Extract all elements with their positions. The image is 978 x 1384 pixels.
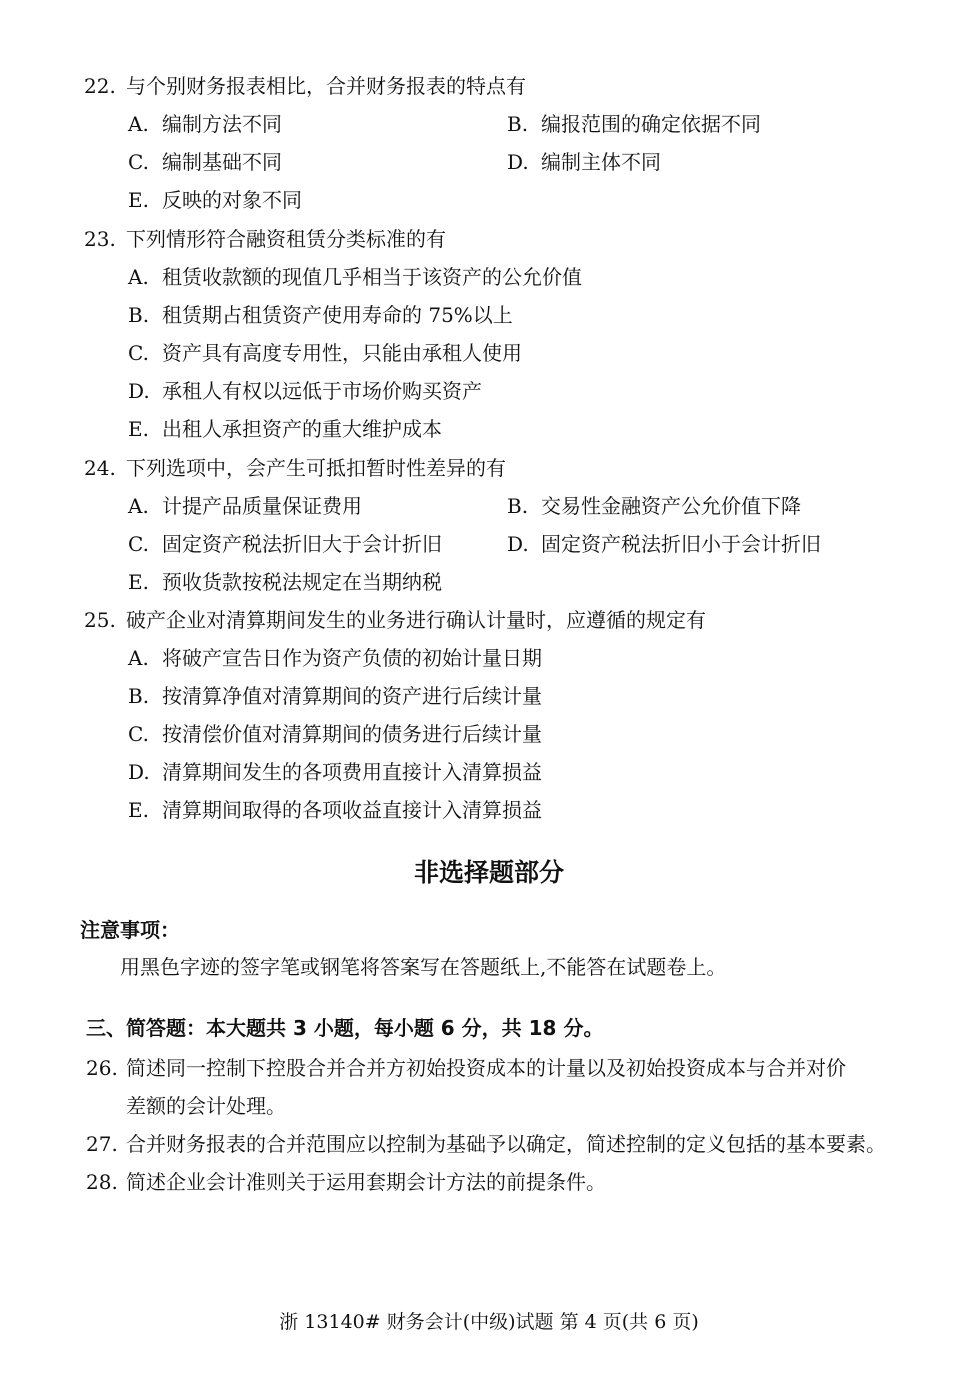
- question-stem: 破产企业对清算期间发生的业务进行确认计量时，应遵循的规定有: [126, 608, 706, 632]
- option-a: A. 计提产品质量保证费用: [128, 494, 362, 518]
- option-a: A. 编制方法不同: [128, 112, 282, 136]
- question-number: 28.: [86, 1170, 118, 1194]
- option-b: B. 交易性金融资产公允价值下降: [507, 494, 801, 518]
- notice-heading: 注意事项：: [80, 918, 180, 942]
- notice-text: 用黑色字迹的签字笔或钢笔将答案写在答题纸上,不能答在试题卷上。: [120, 955, 727, 979]
- page-footer: 浙 13140# 财务会计(中级)试题 第 4 页(共 6 页): [279, 1311, 699, 1333]
- option-c: C. 编制基础不同: [128, 150, 282, 174]
- question-text: 简述企业会计准则关于运用套期会计方法的前提条件。: [126, 1170, 606, 1194]
- option-b: B. 按清算净值对清算期间的资产进行后续计量: [128, 684, 542, 708]
- option-d: D. 编制主体不同: [507, 150, 661, 174]
- question-stem: 与个别财务报表相比，合并财务报表的特点有: [126, 74, 526, 98]
- option-d: D. 承租人有权以远低于市场价购买资产: [128, 379, 482, 403]
- option-e: E. 预收货款按税法规定在当期纳税: [128, 570, 442, 594]
- option-e: E. 清算期间取得的各项收益直接计入清算损益: [128, 798, 542, 822]
- question-text: 合并财务报表的合并范围应以控制为基础予以确定，简述控制的定义包括的基本要素。: [126, 1132, 886, 1156]
- option-a: A. 租赁收款额的现值几乎相当于该资产的公允价值: [128, 265, 582, 289]
- question-number: 25.: [84, 608, 116, 632]
- question-number: 27.: [86, 1132, 118, 1156]
- section-title: 非选择题部分: [413, 858, 564, 887]
- option-e: E. 反映的对象不同: [128, 188, 302, 212]
- question-stem: 下列选项中，会产生可抵扣暂时性差异的有: [126, 456, 506, 480]
- question-number: 22.: [84, 74, 116, 98]
- option-d: D. 清算期间发生的各项费用直接计入清算损益: [128, 760, 542, 784]
- question-number: 26.: [86, 1056, 118, 1080]
- question-stem: 下列情形符合融资租赁分类标准的有: [126, 227, 446, 251]
- option-a: A. 将破产宣告日作为资产负债的初始计量日期: [128, 646, 542, 670]
- option-b: B. 租赁期占租赁资产使用寿命的 75%以上: [128, 303, 513, 327]
- option-c: C. 固定资产税法折旧大于会计折旧: [128, 532, 442, 556]
- option-b: B. 编报范围的确定依据不同: [507, 112, 761, 136]
- option-e: E. 出租人承担资产的重大维护成本: [128, 417, 442, 441]
- option-d: D. 固定资产税法折旧小于会计折旧: [507, 532, 821, 556]
- part3-heading: 三、简答题：本大题共 3 小题，每小题 6 分，共 18 分。: [86, 1016, 604, 1040]
- question-number: 23.: [84, 227, 116, 251]
- question-text-line2: 差额的会计处理。: [126, 1094, 286, 1118]
- question-number: 24.: [84, 456, 116, 480]
- option-c: C. 按清偿价值对清算期间的债务进行后续计量: [128, 722, 542, 746]
- option-c: C. 资产具有高度专用性，只能由承租人使用: [128, 341, 522, 365]
- question-text-line1: 简述同一控制下控股合并合并方初始投资成本的计量以及初始投资成本与合并对价: [126, 1056, 846, 1080]
